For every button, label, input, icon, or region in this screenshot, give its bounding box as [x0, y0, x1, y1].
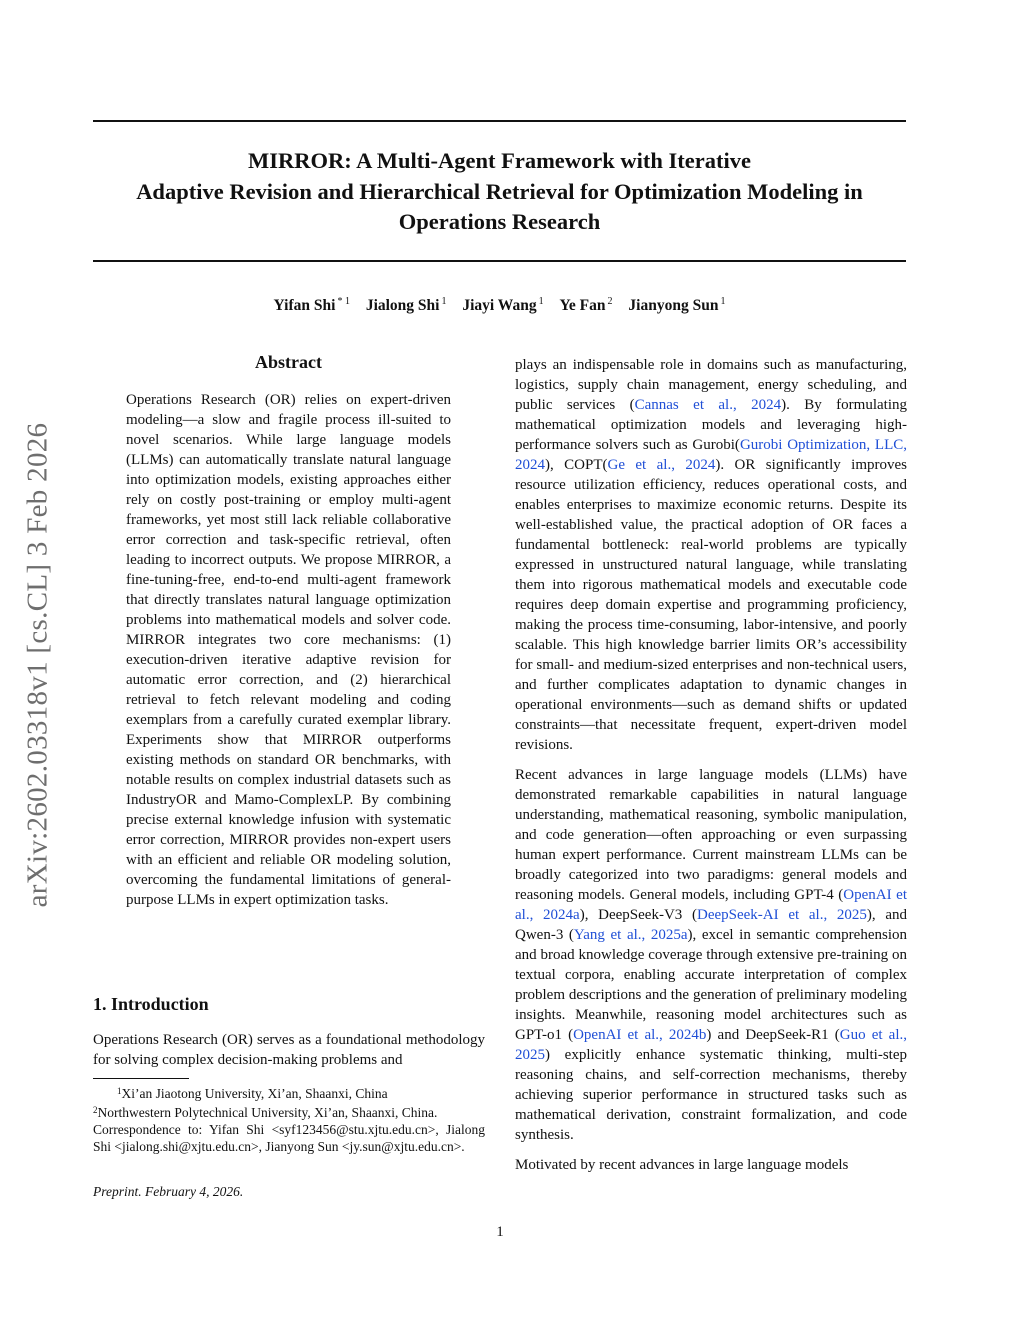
abstract-text: Operations Research (OR) relies on expert-driven modeling—a slow and fragile process ill-suited to novel scenarios. While large language models (LLMs) can automatically translate natural language into optimization models, existing approaches either rely on costly post-training or employ multi-agent frameworks, yet most still lack reliable collaborative error correction and task-specific retrieval, often leading to incorrect outputs. We propose MIRROR, a fine-tuning-free, end-to-end multi-agent framework that directly translates natural language optimization problems into mathematical models and solver code. MIRROR integrates two core mechanisms: (1) execution-driven iterative adaptive revision for automatic error correction, and (2) hierarchical retrieval to fetch relevant modeling and coding exemplars from a carefully curated exemplar library. Experiments show that MIRROR outperforms existing methods on standard OR benchmarks, with notable results on complex industrial datasets such as IndustryOR and Mamo-ComplexLP. By combining precise external knowledge infusion with systematic error correction, MIRROR provides non-expert users with an efficient and reliable OR modeling solution, overcoming the fundamental limitations of general-purpose LLMs in expert optimization tasks.	[126, 392, 451, 908]
author	[628, 297, 725, 314]
author	[559, 297, 612, 314]
author-affiliation: 1	[720, 296, 726, 307]
right-column	[515, 355, 907, 1185]
author-list	[93, 296, 906, 315]
paper-title	[93, 146, 906, 238]
footnote-rule	[93, 1078, 189, 1079]
author-affiliation: 1	[538, 296, 544, 307]
text-run: plays an indispensable role in domains such as manufacturing, logistics, supply chain management, energy scheduling, and public services (	[515, 357, 907, 413]
citation-link[interactable]: Yang et al., 2025a	[573, 927, 688, 943]
citation-link[interactable]: DeepSeek-AI et al., 2025	[697, 907, 867, 923]
footnotes	[93, 1083, 485, 1155]
citation-link[interactable]: Ge et al., 2024	[607, 457, 716, 473]
citation-link[interactable]: Guo et al., 2025	[515, 1027, 907, 1063]
text-run: Recent advances in large language models (LLMs) have demonstrated remarkable capabilities in natural language understanding, mathematical reasoning, symbolic manipulation, and code generation—often approaching or even surpassing human expert performance. Current mainstream LLMs can be broadly categorized into two paradigms: general models and reasoning models. General models, including GPT-4 (	[515, 767, 907, 903]
text-run: ), and Qwen-3 (	[515, 907, 908, 943]
text-run: ), COPT(	[545, 457, 608, 473]
arxiv-sidebar	[8, 380, 68, 950]
title-rule-bottom	[93, 260, 906, 262]
paragraph	[515, 355, 907, 755]
text-run: ) explicitly enhance systematic thinking, multi-step reasoning chains, and self-correction mechanisms, thereby achieving superior performance in structured tasks such as mathematical derivation, constraint formalization, and code synthesis.	[515, 1047, 907, 1143]
author-name: Jialong Shi	[365, 297, 440, 314]
author-name: Ye Fan	[559, 297, 606, 314]
preprint-note: Preprint. February 4, 2026.	[93, 1184, 244, 1199]
introduction-text: Operations Research (OR) serves as a foundational methodology for solving complex decision-making problems and	[93, 1032, 485, 1068]
footnote-marker: 1	[117, 1086, 122, 1096]
arxiv-identifier: arXiv:2602.03318v1 [cs.CL] 3 Feb 2026	[21, 422, 54, 908]
author-affiliation: * 1	[337, 296, 350, 307]
citation-link[interactable]: OpenAI et al., 2024a	[515, 887, 907, 923]
title-line-1: MIRROR: A Multi-Agent Framework with Iterative	[247, 148, 752, 173]
author-name: Jianyong Sun	[628, 297, 719, 314]
title-rule-top	[93, 120, 906, 122]
footnote-marker: 2	[93, 1105, 98, 1115]
text-run: ). By formulating mathematical optimization models and leveraging high-performance solvers such as Gurobi(	[515, 397, 907, 453]
author-affiliation: 1	[441, 296, 447, 307]
text-run: ) and DeepSeek-R1 (	[706, 1027, 840, 1043]
citation-link[interactable]: Cannas et al., 2024	[634, 397, 782, 413]
text-run: ), excel in semantic comprehension and broad knowledge coverage through extensive pre-training on textual corpora, enabling accurate interpretation of complex problem descriptions and the generation of preliminary modeling insights. Meanwhile, reasoning model architectures such as GPT-o1 (	[515, 927, 907, 1043]
footnote-text: Northwestern Polytechnical University, Xi’an, Shaanxi, China.	[97, 1105, 438, 1120]
page-number: 1	[496, 1224, 504, 1240]
footnote-text: Xi’an Jiaotong University, Xi’an, Shaanxi, China	[121, 1086, 388, 1101]
title-line-2: Adaptive Revision and Hierarchical Retrieval for Optimization Modeling in	[136, 178, 863, 204]
footnote-affiliation-2	[93, 1102, 485, 1121]
abstract-heading: Abstract	[255, 352, 322, 372]
footnote-affiliation-1	[93, 1083, 485, 1102]
author-affiliation: 2	[607, 296, 613, 307]
author	[462, 297, 543, 314]
text-run: ), DeepSeek-V3 (	[579, 907, 697, 923]
author-name: Yifan Shi	[273, 297, 336, 314]
citation-link[interactable]: Gurobi Optimization, LLC, 2024	[515, 437, 907, 473]
section-heading-introduction: 1. Introduction	[93, 994, 209, 1014]
citation-link[interactable]: OpenAI et al., 2024b	[573, 1027, 707, 1043]
author-name: Jiayi Wang	[462, 297, 537, 314]
author	[366, 297, 447, 314]
footnote-correspondence: Correspondence to: Yifan Shi <syf123456@stu.xjtu.edu.cn>, Jialong Shi <jialong.shi@xjtu.edu.cn>, Jianyong Sun <jy.sun@xjtu.edu.cn>.	[93, 1122, 485, 1154]
paragraph: Motivated by recent advances in large language models	[515, 1157, 849, 1173]
title-line-3: Operations Research	[398, 209, 601, 234]
paragraph	[515, 765, 907, 1145]
author	[274, 297, 350, 314]
text-run: ). OR significantly improves resource utilization efficiency, reduces operational costs, and enables enterprises to maximize economic returns. Despite its well-established value, the practical adoption of OR faces a fundamental bottleneck: real-world problems are typically expressed in unstructured natural language, while translating them into rigorous mathematical models and executable code requires deep domain expertise and programming proficiency, making the process time-consuming, labor-intensive, and poorly scalable. This high knowledge barrier limits OR’s accessibility for small- and medium-sized enterprises and non-technical users, and further complicates adaptation to dynamic changes in operational environments—such as demand shifts or updated constraints—that necessitate frequent, expert-driven model revisions.	[515, 457, 907, 753]
